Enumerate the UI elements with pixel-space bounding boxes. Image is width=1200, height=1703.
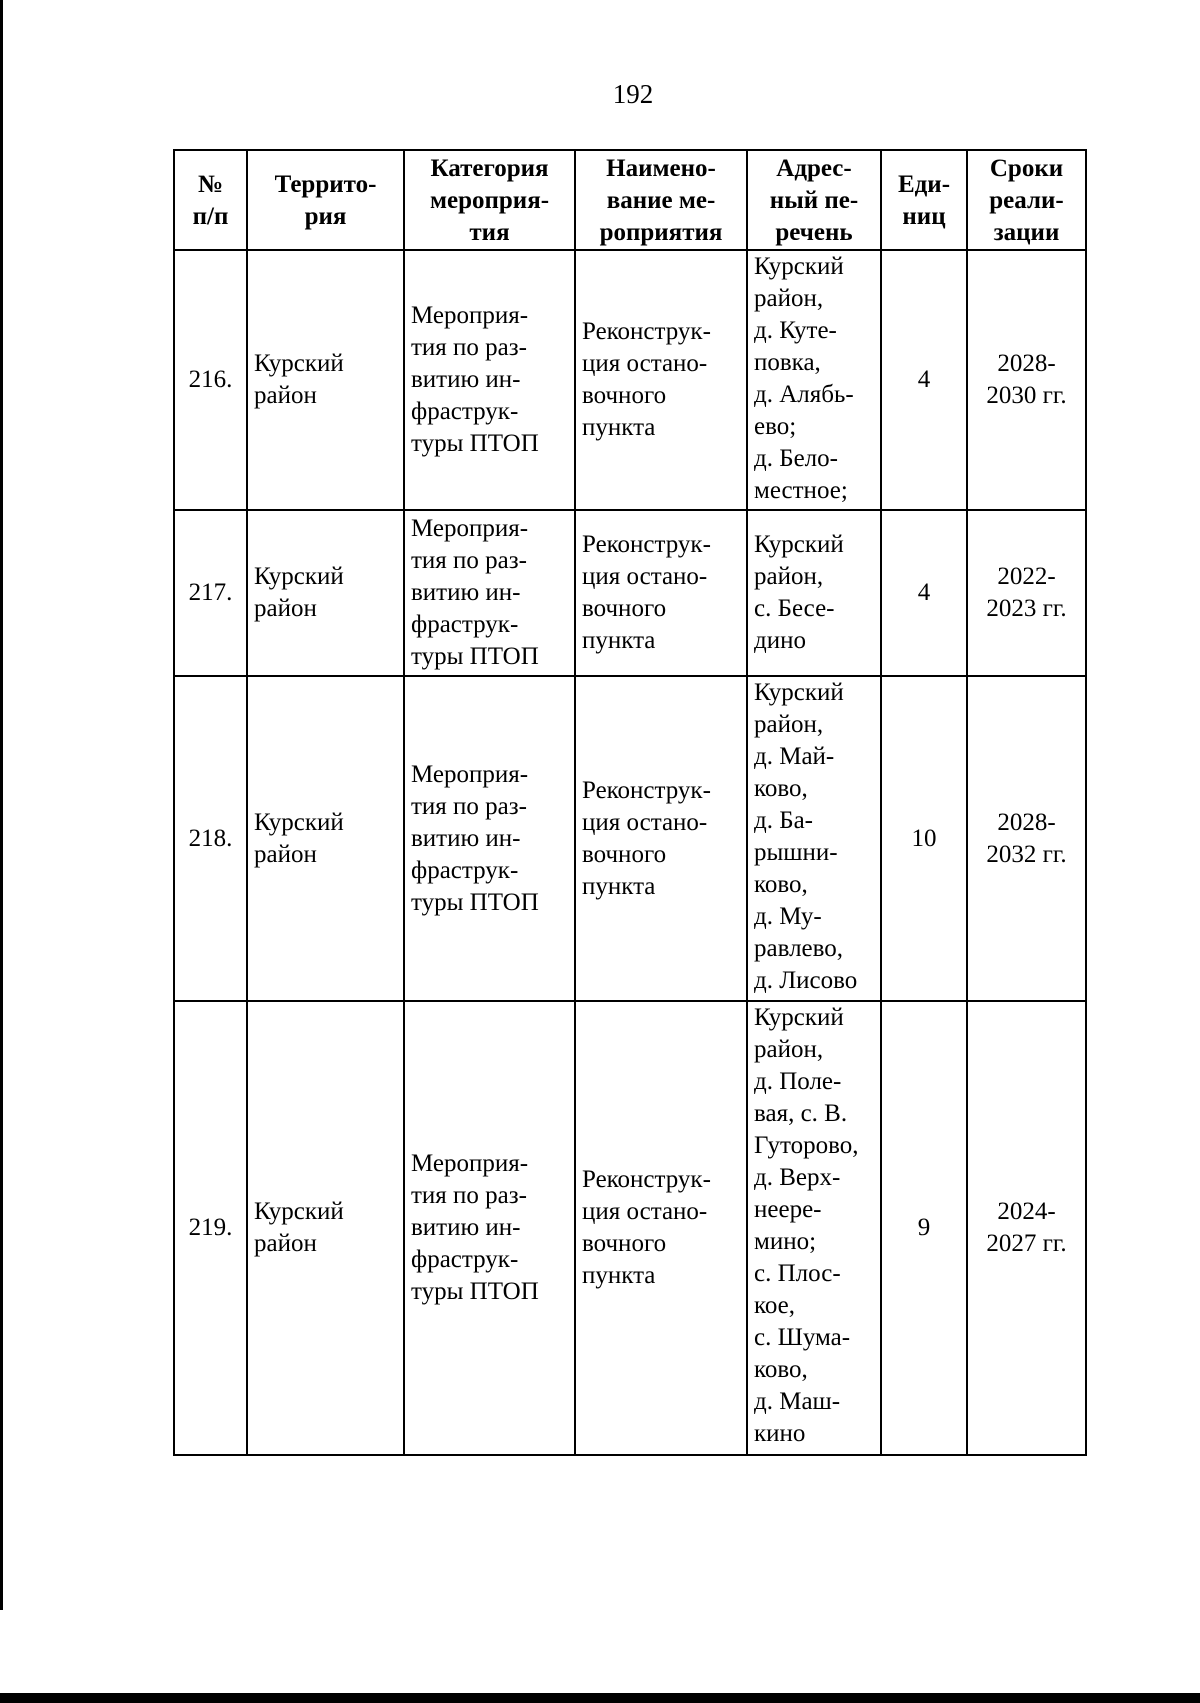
cell-address: Курский район, д. Поле- вая, с. В. Гуторово, д. Верх- неере- мино; с. Плос- кое, с. Шума- ково, д. Маш- кино <box>747 1001 881 1455</box>
cell-num: 218. <box>174 676 247 1001</box>
cell-period: 2022- 2023 гг. <box>967 510 1086 676</box>
cell-num: 219. <box>174 1001 247 1455</box>
scan-bottom-edge <box>0 1693 1200 1703</box>
scan-left-edge <box>0 0 3 1610</box>
cell-period: 2028- 2032 гг. <box>967 676 1086 1001</box>
cell-category: Мероприя- тия по раз- витию ин- фраструк- туры ПТОП <box>404 1001 575 1455</box>
cell-period: 2024- 2027 гг. <box>967 1001 1086 1455</box>
cell-name: Реконструк- ция остано- вочного пункта <box>575 510 747 676</box>
cell-name: Реконструк- ция остано- вочного пункта <box>575 1001 747 1455</box>
cell-category: Мероприя- тия по раз- витию ин- фраструк- туры ПТОП <box>404 510 575 676</box>
cell-num: 217. <box>174 510 247 676</box>
cell-num: 216. <box>174 250 247 510</box>
header-territory: Террито- рия <box>247 150 404 250</box>
cell-territory: Курский район <box>247 1001 404 1455</box>
cell-units: 4 <box>881 510 967 676</box>
cell-units: 4 <box>881 250 967 510</box>
cell-territory: Курский район <box>247 510 404 676</box>
cell-address: Курский район, д. Май- ково, д. Ба- рышни- ково, д. Му- равлево, д. Лисово <box>747 676 881 1001</box>
table-header-row <box>174 150 1086 250</box>
cell-address: Курский район, с. Бесе- дино <box>747 510 881 676</box>
header-name: Наимено- вание ме- роприятия <box>575 150 747 250</box>
cell-address: Курский район, д. Куте- повка, д. Алябь- ево; д. Бело- местное; <box>747 250 881 510</box>
cell-units: 10 <box>881 676 967 1001</box>
table-row <box>174 676 1086 1001</box>
cell-period: 2028- 2030 гг. <box>967 250 1086 510</box>
cell-name: Реконструк- ция остано- вочного пункта <box>575 250 747 510</box>
table-row <box>174 510 1086 676</box>
cell-units: 9 <box>881 1001 967 1455</box>
header-address: Адрес- ный пе- речень <box>747 150 881 250</box>
cell-category: Мероприя- тия по раз- витию ин- фраструк- туры ПТОП <box>404 676 575 1001</box>
table-row <box>174 1001 1086 1455</box>
table-row <box>174 250 1086 510</box>
page-number: 192 <box>612 79 654 109</box>
header-num: № п/п <box>174 150 247 250</box>
header-period: Сроки реали- зации <box>967 150 1086 250</box>
events-table <box>173 149 1087 1456</box>
cell-territory: Курский район <box>247 676 404 1001</box>
cell-name: Реконструк- ция остано- вочного пункта <box>575 676 747 1001</box>
header-units: Еди- ниц <box>881 150 967 250</box>
header-category: Категория мероприя- тия <box>404 150 575 250</box>
cell-category: Мероприя- тия по раз- витию ин- фраструк- туры ПТОП <box>404 250 575 510</box>
cell-territory: Курский район <box>247 250 404 510</box>
